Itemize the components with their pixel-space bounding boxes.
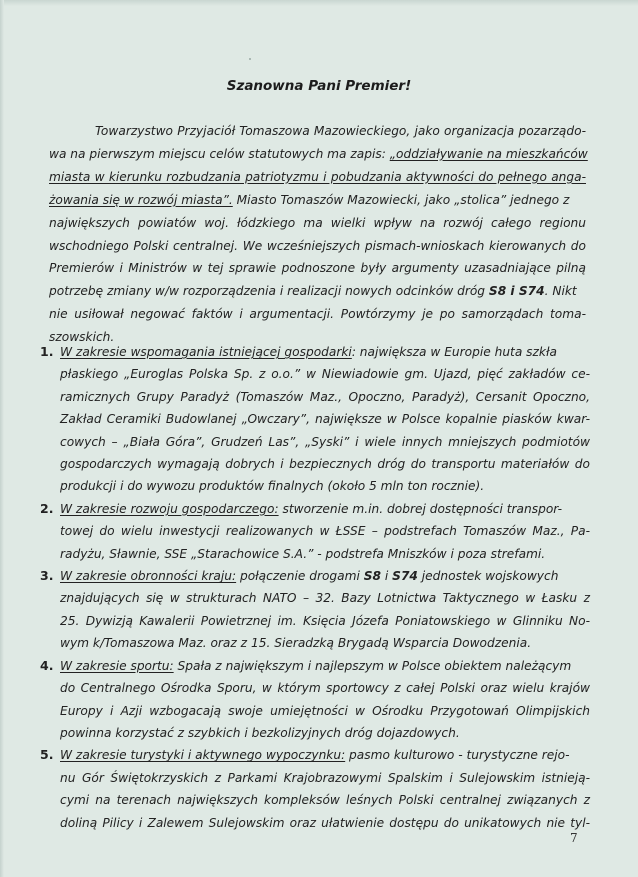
intro-line: żowania się w rozwój miasta”. Miasto Tomaszów Mazowiecki, jako „stolica” jednego z — [49, 192, 570, 207]
intro-line: wa na pierwszym miejscu celów statutowych ma zapis: „oddziaływanie na mieszkańców — [49, 146, 588, 161]
list-item: 3. W zakresie obronności kraju: połączenie drogami S8 i S74 jednostek wojskowych znajdujących się w strukturach NATO – 32. Bazy Lotnictwa Taktycznego w Łasku z 25. Dywizją Kawalerii Powietrznej im. Księcia Józefa Poniatowskiego w Glinniku No- wym k/Tomaszowa Maz. oraz z 15. Sieradzką Brygadą Wsparcia Dowodzenia. — [40, 565, 590, 655]
item-number: 4. — [40, 657, 54, 673]
intro-line: potrzebę zmiany w/w rozporządzenia i realizacji nowych odcinków dróg S8 i S74. Nikt — [49, 284, 577, 299]
item-number: 5. — [40, 747, 54, 763]
item-number: 3. — [40, 568, 54, 584]
letter-salutation: Szanowna Pani Premier! — [226, 78, 412, 94]
page-number: 7 — [570, 831, 578, 845]
list-item: 4. W zakresie sportu: Spała z największym i najlepszym w Polsce obiektem należącym do Centralnego Ośrodka Sporu, w którym sportowcy z całej Polski oraz wielu krajów Europy i Azji wzbogacają swoje umiejętności w Ośrodku Przygotowań Olimpijskich powinna korzystać z szybkich i bezkolizyjnych dróg dojazdowych. — [40, 655, 590, 745]
intro-line: Premierów i Ministrów w tej sprawie podnoszone były argumenty uzasadniające pilną — [49, 261, 586, 276]
statute-quote: żowania się w rozwój miasta”. — [49, 192, 233, 207]
intro-line: szowskich. — [49, 330, 115, 345]
item-number: 2. — [40, 500, 54, 516]
intro-line: nie usiłował negować faktów i argumentacji. Powtórzymy je po samorządach toma- — [49, 307, 586, 322]
item-heading: W zakresie obronności kraju: — [60, 569, 237, 584]
item-heading: W zakresie wspomagania istniejącej gospodarki — [60, 345, 352, 359]
argument-list — [40, 341, 590, 834]
statute-quote: miasta w kierunku rozbudzania patriotyzmu i pobudzania aktywności do pełnego anga- — [49, 169, 586, 184]
scan-speck — [249, 58, 251, 60]
item-heading: W zakresie rozwoju gospodarczego: — [60, 501, 279, 516]
list-item: 1. W zakresie wspomagania istniejącej gospodarki: największa w Europie huta szkła płaskiego „Euroglas Polska Sp. z o.o.” w Niewiadowie gm. Ujazd, pięć zakładów ce- ramicznych Grupy Paradyż (Tomaszów Maz., Opoczno, Paradyż), Cersanit Opoczno, Zakład Ceramiki Budowlanej „Owczary”, największe w Polsce kopalnie piasków kwar- cowych – „Biała Góra”, Grudzeń Las”, „Syski” i wiele innych mniejszych podmiotów gospodarczych wymagają dobrych i bezpiecznych dróg do transportu materiałów do produkcji i do wywozu produktów finalnych (około 5 mln ton rocznie). — [40, 341, 590, 498]
intro-line: największych powiatów woj. łódzkiego ma wielki wpływ na rozwój całego regionu — [49, 215, 586, 230]
scan-edge-top — [0, 0, 638, 6]
list-item: 2. W zakresie rozwoju gospodarczego: stworzenie m.in. dobrej dostępności transpor- towej do wielu inwestycji realizowanych w ŁSSE – podstrefach Tomaszów Maz., Pa- radyżu, Sławnie, SSE „Starachowice S.A.” - podstrefa Mniszków i poza strefami. — [40, 498, 590, 565]
intro-line: Towarzystwo Przyjaciół Tomaszowa Mazowieckiego, jako organizacja pozarządo- — [95, 124, 586, 138]
list-item: 5. W zakresie turystyki i aktywnego wypoczynku: pasmo kulturowo - turystyczne rejo- nu Gór Świętokrzyskich z Parkami Krajobrazowymi Spalskim i Sulejowskim istnieją- cymi na terenach największych kompleksów leśnych Polski centralnej związanych z doliną Pilicy i Zalewem Sulejowskim oraz ułatwienie dostępu do unikatowych nie tyl- — [40, 744, 590, 834]
intro-line — [49, 166, 586, 189]
item-heading: W zakresie sportu: — [60, 658, 174, 673]
road-names: S8 i S74 — [488, 284, 545, 299]
item-number: 1. — [40, 344, 54, 359]
item-heading: W zakresie turystyki i aktywnego wypoczynku: — [60, 748, 346, 763]
scan-edge-left — [0, 0, 4, 877]
intro-paragraph — [49, 120, 586, 349]
intro-line: wschodniego Polski centralnej. We wcześniejszych pismach-wnioskach kierowanych do — [49, 238, 586, 253]
statute-quote: „oddziaływanie na mieszkańców — [389, 146, 588, 161]
